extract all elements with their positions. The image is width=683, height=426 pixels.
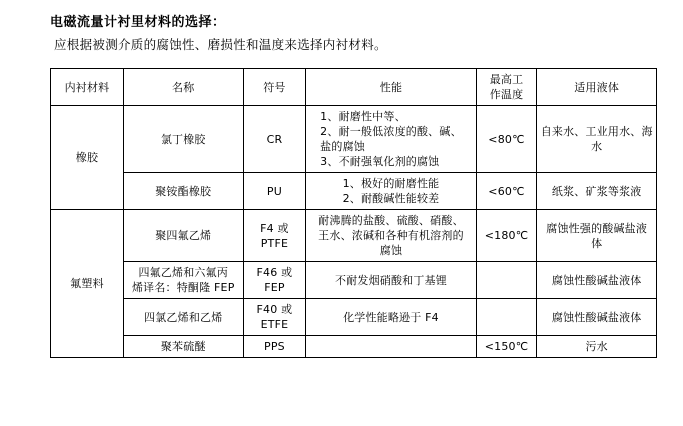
cell-name: 聚铵酯橡胶 (123, 173, 243, 210)
performance-line: 盐的腐蚀 (320, 140, 365, 153)
cell-name: 四氯乙烯和乙烯 (123, 299, 243, 336)
cell-performance: 化学性能略逊于 F4 (306, 299, 476, 336)
cell-performance: 不耐发烟硝酸和丁基锂 (306, 262, 476, 299)
header-cell-temperature (476, 69, 537, 106)
name-line: 四氟乙烯和六氟丙 (138, 266, 229, 279)
table-row (51, 210, 657, 262)
performance-line: 3、不耐强氧化剂的腐蚀 (320, 155, 440, 168)
header-cell-symbol: 符号 (243, 69, 306, 106)
symbol-line: F4 或 (260, 221, 289, 235)
cell-performance (306, 336, 476, 358)
cell-temperature (476, 299, 537, 336)
cell-liquid (537, 106, 657, 173)
cell-symbol (243, 299, 306, 336)
cell-performance (306, 173, 476, 210)
liquid-line: 自来水、工业用水、海 (540, 125, 653, 138)
table-row (51, 336, 657, 358)
cell-symbol: PPS (243, 336, 306, 358)
cell-temperature: <80℃ (476, 106, 537, 173)
cell-symbol: CR (243, 106, 306, 173)
table-header-row (51, 69, 657, 106)
cell-liquid (537, 210, 657, 262)
cell-liquid: 污水 (537, 336, 657, 358)
cell-symbol: PU (243, 173, 306, 210)
performance-line: 耐沸腾的盐酸、硫酸、硝酸、 (318, 214, 464, 227)
lining-material-table (50, 68, 657, 358)
performance-line: 腐蚀 (379, 244, 403, 257)
cell-material-fluoroplastic: 氟塑料 (51, 210, 124, 358)
liquid-line: 体 (591, 236, 603, 250)
cell-temperature (476, 262, 537, 299)
page-subtitle: 应根据被测介质的腐蚀性、磨损性和温度来选择内衬材料。 (54, 37, 387, 52)
cell-material-rubber: 橡胶 (51, 106, 124, 210)
header-temp-line-1: 最高工 (489, 73, 524, 86)
performance-line: 王水、浓碱和各种有机溶剂的 (318, 229, 464, 242)
page-title: 电磁流量计衬里材料的选择： (50, 15, 226, 30)
header-temp-line-2: 作温度 (489, 88, 524, 101)
cell-temperature: <60℃ (476, 173, 537, 210)
cell-name (123, 262, 243, 299)
performance-line: 1、极好的耐磨性能 (342, 177, 440, 190)
liquid-line: 腐蚀性强的酸碱盐液 (546, 221, 648, 235)
header-cell-material: 内衬材料 (51, 69, 124, 106)
table-row (51, 173, 657, 210)
liquid-line: 水 (591, 140, 603, 153)
cell-name: 氯丁橡胶 (123, 106, 243, 173)
symbol-line: FEP (264, 281, 285, 294)
header-cell-name: 名称 (123, 69, 243, 106)
header-cell-liquid: 适用液体 (537, 69, 657, 106)
cell-liquid: 纸浆、矿浆等浆液 (537, 173, 657, 210)
cell-symbol (243, 210, 306, 262)
performance-line: 1、耐磨性中等、 (320, 110, 406, 123)
name-line: 烯译名：特酮隆 FEP (131, 281, 235, 294)
cell-symbol (243, 262, 306, 299)
cell-temperature: <180℃ (476, 210, 537, 262)
table-row (51, 299, 657, 336)
cell-temperature: <150℃ (476, 336, 537, 358)
symbol-line: ETFE (260, 318, 289, 331)
symbol-line: PTFE (260, 236, 289, 250)
performance-line: 2、耐一般低浓度的酸、碱、 (320, 125, 462, 138)
cell-performance (306, 210, 476, 262)
cell-liquid: 腐蚀性酸碱盐液体 (537, 299, 657, 336)
symbol-line: F40 或 (256, 303, 293, 316)
cell-liquid: 腐蚀性酸碱盐液体 (537, 262, 657, 299)
cell-name: 聚四氟乙烯 (123, 210, 243, 262)
symbol-line: F46 或 (256, 266, 293, 279)
performance-line: 2、耐酸碱性能较差 (342, 192, 440, 205)
table-row (51, 262, 657, 299)
header-cell-performance: 性能 (306, 69, 476, 106)
cell-performance (306, 106, 476, 173)
cell-name: 聚苯硫醚 (123, 336, 243, 358)
table-row (51, 106, 657, 173)
